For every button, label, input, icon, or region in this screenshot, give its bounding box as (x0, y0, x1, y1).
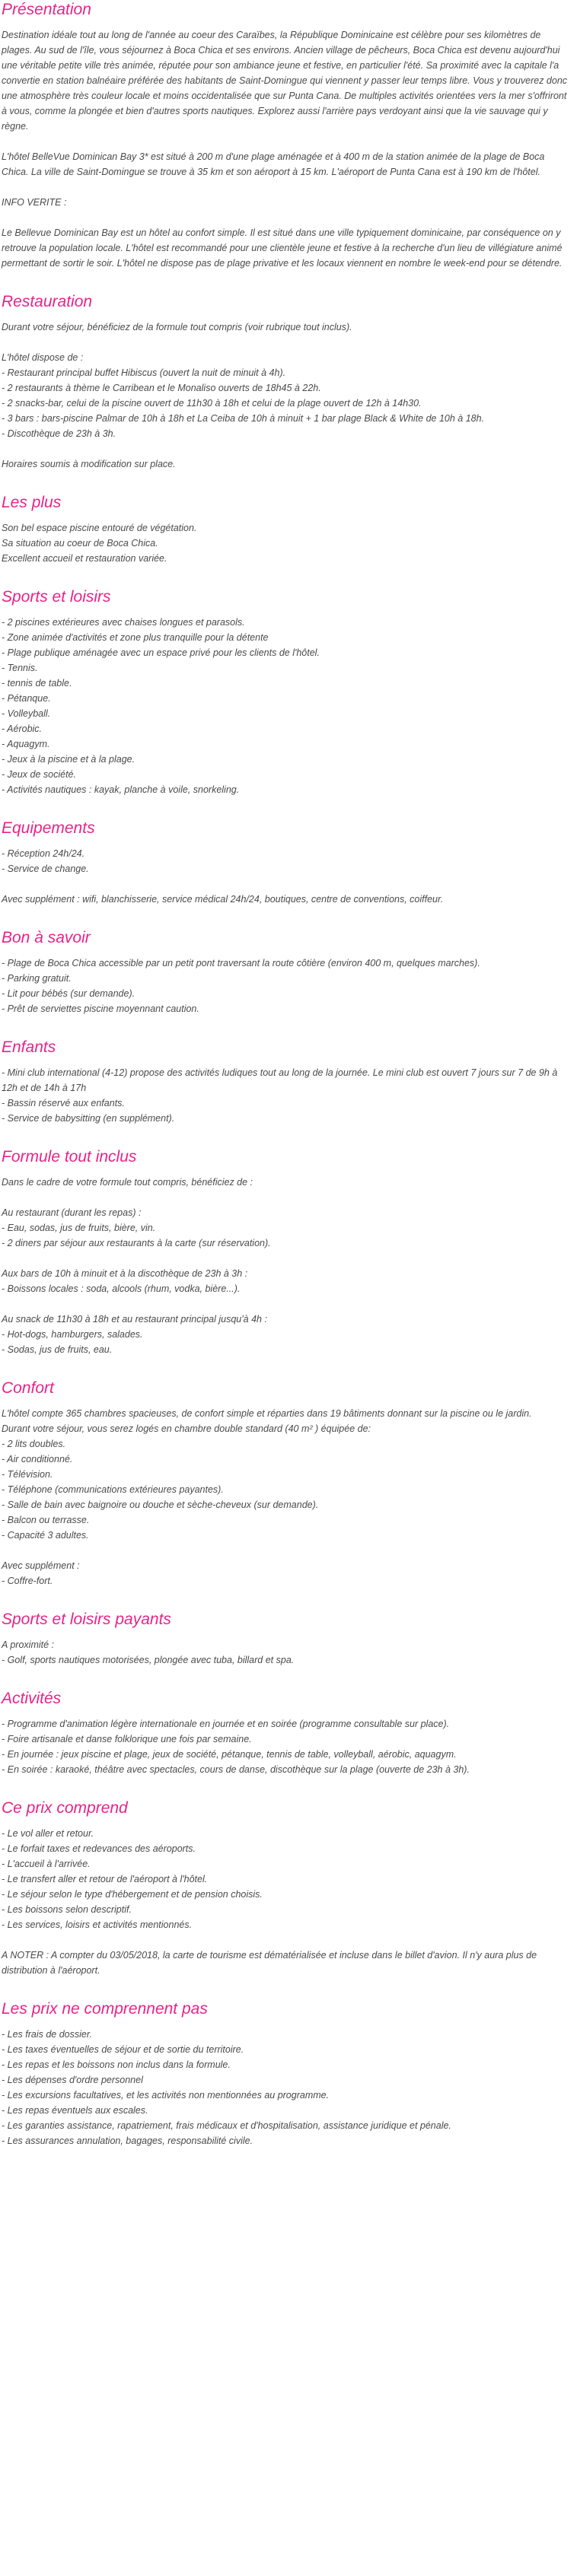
text-line: - Plage publique aménagée avec un espace privé pour les clients de l'hôtel. (2, 647, 320, 658)
text-line: - Aérobic. (2, 724, 43, 734)
text-line: - Les dépenses d'ordre personnel (2, 2075, 143, 2085)
text-line: - Capacité 3 adultes. (2, 1530, 89, 1541)
section-title-bon-a-savoir: Bon à savoir (2, 929, 91, 946)
text-line: - Les taxes éventuelles de séjour et de sortie du territoire. (2, 2044, 244, 2055)
section-title-ce-prix-comprend: Ce prix comprend (2, 1799, 128, 1817)
text-line: - Zone animée d'activités et zone plus tranquille pour la détente (2, 632, 269, 643)
text-line: Sa situation au coeur de Boca Chica. (2, 538, 158, 549)
section-activites (2, 1689, 571, 1777)
text-line: - Les frais de dossier. (2, 2029, 93, 2040)
text-line: - Les repas et les boissons non inclus dans la formule. (2, 2059, 231, 2070)
section-title-ne-comprennent-pas: Les prix ne comprennent pas (2, 2000, 208, 2018)
text-line: - Programme d'animation légère internationale en journée et en soirée (programme consultable sur place). (2, 1719, 450, 1729)
text-line: Son bel espace piscine entouré de végétation. (2, 523, 197, 533)
text-line: - L'accueil à l'arrivée. (2, 1859, 91, 1869)
text-line: - Sodas, jus de fruits, eau. (2, 1344, 113, 1355)
text-line: - Eau, sodas, jus de fruits, bière, vin. (2, 1223, 156, 1233)
section-title-activites: Activités (2, 1690, 62, 1707)
text-line: Excellent accueil et restauration variée. (2, 553, 167, 564)
text-line: - Le transfert aller et retour de l'aéroport à l'hôtel. (2, 1874, 208, 1884)
text-line: Aux bars de 10h à minuit et à la discothèque de 23h à 3h : (2, 1268, 248, 1279)
text-line: - Hot-dogs, hamburgers, salades. (2, 1329, 143, 1340)
text-line: - Activités nautiques : kayak, planche à voile, snorkeling. (2, 784, 240, 795)
text-line: - Service de babysitting (en supplément). (2, 1113, 175, 1124)
section-title-restauration: Restauration (2, 293, 93, 310)
text-line: - Golf, sports nautiques motorisées, plongée avec tuba, billard et spa. (2, 1655, 295, 1665)
text-line: - Salle de bain avec baignoire ou douche et sèche-cheveux (sur demande). (2, 1499, 319, 1510)
text-line: - Mini club international (4-12) propose des activités ludiques tout au long de la journée. Le mini club est ouvert 7 jours sur 7 de 9h à 12h et de 14h à 17h (2, 1067, 558, 1093)
text-line: Durant votre séjour, bénéficiez de la formule tout compris (voir rubrique tout inclus). (2, 322, 352, 332)
text-line: - Téléphone (communications extérieures payantes). (2, 1484, 224, 1495)
text-line: Avec supplément : wifi, blanchisserie, service médical 24h/24, boutiques, centre de conventions, coiffeur. (2, 894, 444, 905)
text-line: Horaires soumis à modification sur place. (2, 459, 176, 469)
text-line: - Air conditionné. (2, 1454, 73, 1465)
text-line: - Les assurances annulation, bagages, responsabilité civile. (2, 2136, 253, 2146)
text-line: - Jeux à la piscine et à la plage. (2, 754, 135, 765)
section-title-confort: Confort (2, 1379, 54, 1397)
text-line: - En journée : jeux piscine et plage, jeux de société, pétanque, tennis de table, volleyball, aérobic, aquagym. (2, 1749, 457, 1760)
text-line: L'hôtel BelleVue Dominican Bay 3* est situé à 200 m d'une plage aménagée et à 400 m de la station animée de la plage de Boca Chica. La ville de Saint-Domingue se trouve à 35 km et son aéroport à 15 km. L'aéroport de Punta Cana est à 190 km de l'hôtel. (2, 151, 545, 177)
text-line: Avec supplément : (2, 1560, 80, 1571)
text-line: - Lit pour bébés (sur demande). (2, 988, 135, 999)
text-line: Au snack de 11h30 à 18h et au restaurant principal jusqu'à 4h : (2, 1314, 267, 1325)
text-line: - En soirée : karaoké, théâtre avec spectacles, cours de danse, discothèque sur la plage (ouverte de 23h à 3h). (2, 1764, 470, 1775)
text-line: - Plage de Boca Chica accessible par un petit pont traversant la route côtière (environ 400 m, quelques marches). (2, 958, 480, 968)
text-line: - 2 piscines extérieures avec chaises longues et parasols. (2, 617, 245, 628)
section-formule-tout-inclus (2, 1147, 571, 1357)
section-title-equipements: Equipements (2, 819, 95, 837)
text-line: - Prêt de serviettes piscine moyennant caution. (2, 1003, 199, 1014)
text-line: - Aquagym. (2, 739, 50, 749)
text-line: - Boissons locales : soda, alcools (rhum, vodka, bière...). (2, 1283, 241, 1294)
text-line: - Bassin réservé aux enfants. (2, 1098, 125, 1108)
text-line: - Télévision. (2, 1469, 53, 1480)
text-line: A proximité : (2, 1639, 55, 1650)
paragraph-spacer (2, 1932, 571, 1948)
paragraph-spacer (2, 180, 571, 195)
text-line: L'hôtel compte 365 chambres spacieuses, de confort simple et réparties dans 19 bâtiments donnant sur la piscine ou le jardin. (2, 1408, 532, 1419)
text-line: Le Bellevue Dominican Bay est un hôtel au confort simple. Il est situé dans une ville typiquement dominicaine, par conséquence on y retrouve la population locale. L'hôtel est recommandé pour une clientèle jeune et festive à la recherche d'un lieu de villégiature animé permettant de sortir le soir. L'hôtel ne dispose pas de plage privative et les locaux viennent en nombre le week-end pour se détendre. (2, 227, 563, 269)
text-line: - Tennis. (2, 663, 38, 673)
paragraph-spacer (2, 1296, 571, 1312)
text-line: - Discothèque de 23h à 3h. (2, 428, 116, 439)
section-enfants (2, 1038, 571, 1126)
section-sports-loisirs (2, 587, 571, 797)
text-line: - tennis de table. (2, 678, 72, 689)
text-line: - 2 restaurants à thème le Carribean et le Monaliso ouverts de 18h45 à 22h. (2, 383, 321, 393)
paragraph-spacer (2, 1543, 571, 1558)
text-line: Dans le cadre de votre formule tout compris, bénéficiez de : (2, 1177, 253, 1188)
text-line: - 2 diners par séjour aux restaurants à la carte (sur réservation). (2, 1238, 271, 1248)
text-line: - Coffre-fort. (2, 1576, 53, 1586)
section-ce-prix-comprend (2, 1798, 571, 1978)
paragraph-spacer (2, 335, 571, 350)
text-line: - 2 lits doubles. (2, 1439, 66, 1449)
section-title-enfants: Enfants (2, 1038, 56, 1056)
paragraph-spacer (2, 1190, 571, 1205)
paragraph-spacer (2, 210, 571, 225)
paragraph-spacer (2, 1251, 571, 1266)
text-line: - Le séjour selon le type d'hébergement et de pension choisis. (2, 1889, 263, 1900)
section-restauration (2, 292, 571, 472)
text-line: - Pétanque. (2, 693, 51, 704)
section-title-formule-tout-inclus: Formule tout inclus (2, 1148, 137, 1166)
text-line: - Parking gratuit. (2, 973, 72, 984)
text-line: - Le vol aller et retour. (2, 1828, 94, 1839)
text-line: - 2 snacks-bar, celui de la piscine ouvert de 11h30 à 18h et celui de la plage ouvert de 12h à 14h30. (2, 398, 422, 409)
text-line: - Foire artisanale et danse folklorique une fois par semaine. (2, 1734, 252, 1744)
text-line: - Les repas éventuels aux escales. (2, 2105, 148, 2116)
paragraph-spacer (2, 441, 571, 456)
text-line: - Jeux de société. (2, 769, 76, 780)
text-line: A NOTER : A compter du 03/05/2018, la carte de tourisme est dématérialisée et incluse dans le billet d'avion. Il n'y aura plus de distribution à l'aéroport. (2, 1950, 537, 1976)
section-confort (2, 1379, 571, 1589)
section-title-les-plus: Les plus (2, 494, 62, 511)
section-title-sports-loisirs: Sports et loisirs (2, 588, 111, 606)
text-line: - Le forfait taxes et redevances des aéroports. (2, 1843, 196, 1854)
section-bon-a-savoir (2, 928, 571, 1016)
text-line: - Les services, loisirs et activités mentionnés. (2, 1919, 193, 1930)
section-equipements (2, 819, 571, 907)
text-line: Au restaurant (durant les repas) : (2, 1207, 142, 1218)
text-line: - Volleyball. (2, 708, 51, 719)
paragraph-spacer (2, 134, 571, 149)
text-line: - Les boissons selon descriptif. (2, 1904, 132, 1915)
text-line: - Restaurant principal buffet Hibiscus (ouvert la nuit de minuit à 4h). (2, 367, 286, 378)
section-title-sports-payants: Sports et loisirs payants (2, 1611, 171, 1628)
section-title-presentation: Présentation (2, 1, 91, 18)
text-line: - Réception 24h/24. (2, 848, 85, 859)
section-ne-comprennent-pas (2, 1999, 571, 2148)
text-line: Durant votre séjour, vous serez logés en chambre double standard (40 m² ) équipée de: (2, 1423, 371, 1434)
section-sports-payants (2, 1610, 571, 1668)
section-presentation (2, 0, 571, 271)
text-line: - Les excursions facultatives, et les activités non mentionnées au programme. (2, 2090, 330, 2101)
text-line: Destination idéale tout au long de l'année au coeur des Caraïbes, la République Dominicaine est célèbre pour ses kilomètres de plages. Au sud de l'île, vous séjournez à Boca Chica et ses environs. Ancien village de pêcheurs, Boca Chica est devenu aujourd'hui une véritable petite ville très animée, réputée pour son ambiance jeune et festive, en particulier l'été. Sa proximité avec la capitale l'a convertie en station balnéaire préférée des habitants de Saint-Domingue qui viennent y passer leur temps libre. Vous y trouverez donc une atmosphère très couleur locale et moins occidentalisée que sur Punta Cana. De multiples activités orientées vers la mer s'offriront à vous, comme la plongée et bien d'autres sports nautiques. Explorez aussi l'arrière pays verdoyant ainsi que la vie sauvage qui y règne. (2, 30, 568, 132)
text-line: - 3 bars : bars-piscine Palmar de 10h à 18h et La Ceiba de 10h à minuit + 1 bar plage Black & White de 10h à 18h. (2, 413, 485, 424)
text-line: L'hôtel dispose de : (2, 352, 84, 363)
text-line: INFO VERITE : (2, 197, 67, 208)
paragraph-spacer (2, 876, 571, 892)
text-line: - Les garanties assistance, rapatriement, frais médicaux et d'hospitalisation, assistance juridique et pénale. (2, 2120, 451, 2131)
section-les-plus (2, 493, 571, 566)
text-line: - Service de change. (2, 863, 89, 874)
text-line: - Balcon ou terrasse. (2, 1515, 90, 1525)
